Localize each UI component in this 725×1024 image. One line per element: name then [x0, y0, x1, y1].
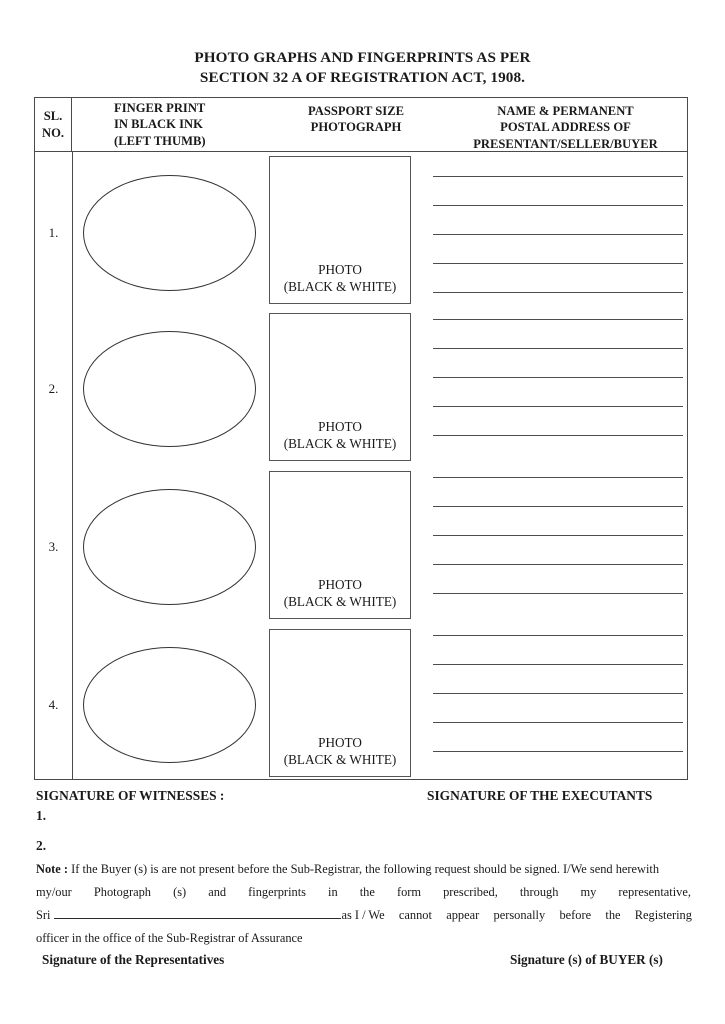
page-title-line-1: PHOTO GRAPHS AND FINGERPRINTS AS PER	[194, 49, 531, 66]
photo-label-line-1: PHOTO	[318, 262, 362, 277]
photo-label-line-1: PHOTO	[318, 735, 362, 750]
name-address-line-3: PRESENTANT/SELLER/BUYER	[473, 136, 658, 151]
address-rule-line[interactable]	[433, 406, 683, 407]
photo-placeholder-box[interactable]	[269, 471, 411, 619]
witness-1-slot[interactable]: 1.	[36, 808, 47, 823]
note-block	[36, 858, 692, 950]
address-rule-line[interactable]	[433, 593, 683, 594]
row-serial-number: 4.	[48, 697, 59, 712]
address-rule-line[interactable]	[433, 348, 683, 349]
photo-label-line-2: (BLACK & WHITE)	[283, 279, 397, 294]
note-word: cannot	[398, 908, 432, 922]
thumbprint-area[interactable]	[83, 489, 256, 605]
photo-placeholder-box[interactable]	[269, 156, 411, 304]
note-word: the	[359, 885, 375, 899]
sri-label: Sri	[36, 908, 51, 922]
page-title	[0, 48, 725, 88]
note-line-1-text: If the Buyer (s) is are not present before the Sub-Registrar, the following request should be signed. I/We send herewith	[71, 862, 660, 876]
address-rule-line[interactable]	[433, 506, 683, 507]
note-word: the	[605, 908, 621, 922]
note-word: fingerprints	[248, 885, 306, 899]
row-serial-number: 3.	[48, 539, 59, 554]
address-rule-line[interactable]	[433, 477, 683, 478]
finger-print-line-2: IN BLACK INK	[114, 117, 203, 132]
representative-name-blank[interactable]	[54, 906, 341, 919]
table-row	[35, 152, 687, 309]
column-header-name-address	[444, 98, 687, 151]
note-word: prescribed,	[443, 885, 498, 899]
photo-label-line-2: (BLACK & WHITE)	[283, 752, 397, 767]
photo-label-line-1: PHOTO	[318, 577, 362, 592]
note-word: through	[519, 885, 559, 899]
photo-placeholder-box[interactable]	[269, 629, 411, 777]
name-address-line-2: POSTAL ADDRESS OF	[500, 120, 631, 135]
note-word: representative,	[618, 885, 691, 899]
signature-of-executants-heading: SIGNATURE OF THE EXECUTANTS	[427, 788, 653, 803]
photo-fingerprint-table	[34, 97, 688, 780]
sl-no-line-1: SL.	[43, 109, 63, 124]
passport-photo-line-1: PASSPORT SIZE	[307, 104, 405, 118]
note-word: my/our	[36, 885, 72, 899]
table-row	[35, 625, 687, 779]
note-word: Photograph	[93, 885, 151, 899]
address-rule-line[interactable]	[433, 535, 683, 536]
thumbprint-area[interactable]	[83, 331, 256, 447]
note-word: as I / We	[341, 908, 385, 922]
thumbprint-area[interactable]	[83, 175, 256, 291]
address-rule-line[interactable]	[433, 435, 683, 436]
address-rule-line[interactable]	[433, 635, 683, 636]
photo-placeholder-box[interactable]	[269, 313, 411, 461]
note-word: and	[208, 885, 227, 899]
sl-no-line-2: NO.	[41, 125, 65, 140]
note-word: form	[396, 885, 422, 899]
note-word: personally	[493, 908, 546, 922]
note-word: appear	[446, 908, 480, 922]
note-word: before	[559, 908, 592, 922]
name-address-line-1: NAME & PERMANENT	[497, 104, 634, 118]
note-label: Note :	[36, 862, 68, 876]
address-rule-line[interactable]	[433, 319, 683, 320]
thumbprint-area[interactable]	[83, 647, 256, 763]
address-rule-line[interactable]	[433, 205, 683, 206]
finger-print-line-3: (LEFT THUMB)	[114, 133, 206, 148]
note-word: Registering	[634, 908, 692, 922]
address-rule-line[interactable]	[433, 263, 683, 264]
address-rule-line[interactable]	[433, 722, 683, 723]
note-word: in	[328, 885, 338, 899]
column-header-sl-no	[35, 98, 72, 151]
column-header-passport-photo	[268, 98, 444, 151]
address-rule-line[interactable]	[433, 234, 683, 235]
note-line-1	[36, 858, 692, 881]
photo-label-line-2: (BLACK & WHITE)	[283, 436, 397, 451]
page-title-line-2: SECTION 32 A OF REGISTRATION ACT, 1908.	[199, 69, 526, 86]
signature-of-representatives-label: Signature of the Representatives	[42, 952, 225, 967]
photo-label-line-2: (BLACK & WHITE)	[283, 594, 397, 609]
finger-print-line-1: FINGER PRINT	[114, 100, 206, 115]
note-line-4: officer in the office of the Sub-Registrar of Assurance	[36, 931, 303, 945]
address-rule-line[interactable]	[433, 751, 683, 752]
witness-2-slot[interactable]: 2.	[36, 838, 47, 853]
column-header-finger-print	[72, 98, 268, 151]
note-word: my	[580, 885, 597, 899]
note-line-3	[36, 904, 692, 927]
note-line-2	[36, 881, 691, 904]
photo-label-line-1: PHOTO	[318, 419, 362, 434]
table-row	[35, 309, 687, 467]
passport-photo-line-2: PHOTOGRAPH	[310, 120, 402, 135]
address-rule-line[interactable]	[433, 564, 683, 565]
address-rule-line[interactable]	[433, 176, 683, 177]
table-row	[35, 467, 687, 625]
address-rule-line[interactable]	[433, 377, 683, 378]
row-serial-number: 2.	[48, 381, 59, 396]
row-serial-number: 1.	[48, 225, 59, 240]
signature-of-buyer-label: Signature (s) of BUYER (s)	[510, 952, 663, 967]
address-rule-line[interactable]	[433, 693, 683, 694]
address-rule-line[interactable]	[433, 292, 683, 293]
table-body	[35, 152, 687, 779]
address-rule-line[interactable]	[433, 664, 683, 665]
note-word: (s)	[173, 885, 187, 899]
note-line-3-rest	[341, 904, 692, 927]
table-header-row	[35, 98, 687, 152]
signature-of-witnesses-heading: SIGNATURE OF WITNESSES :	[36, 788, 225, 803]
